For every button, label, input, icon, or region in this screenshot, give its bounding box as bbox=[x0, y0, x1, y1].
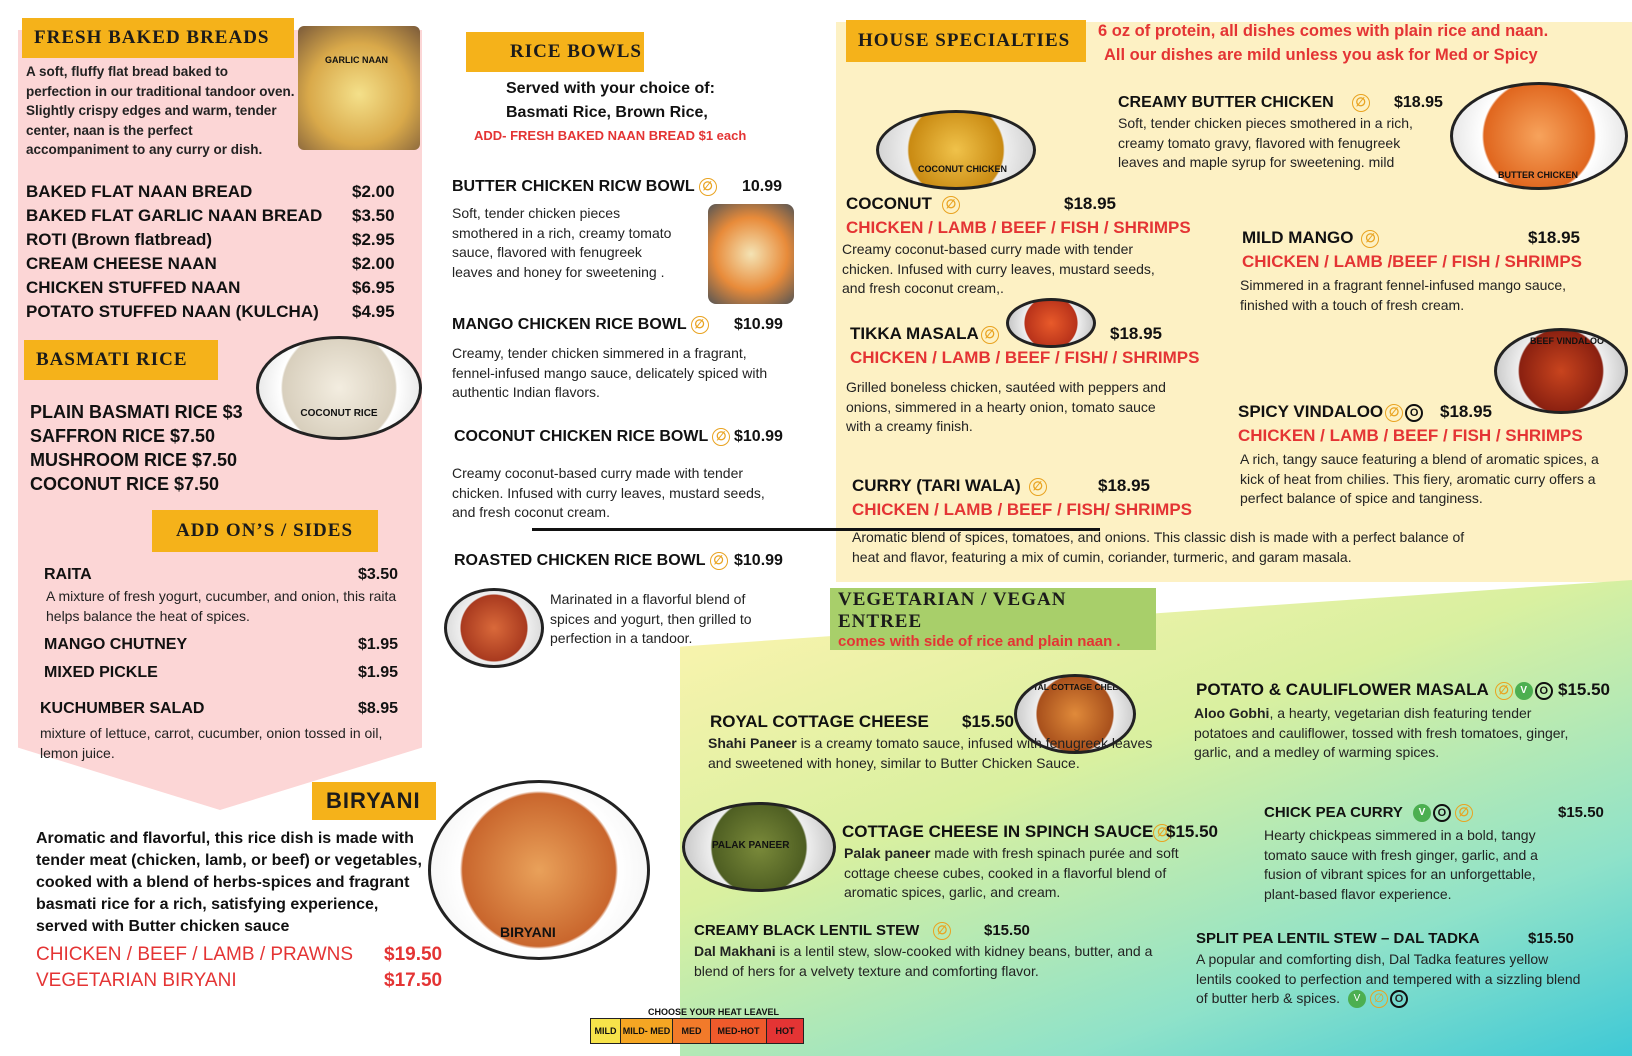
vegetarian-heading: VEGETARIAN / VEGAN ENTREE bbox=[838, 588, 1067, 632]
bread-item-name: BAKED FLAT NAAN BREAD bbox=[26, 182, 253, 201]
pickle-name: MIXED PICKLE bbox=[44, 664, 158, 681]
bread-item-name: CREAM CHEESE NAAN bbox=[26, 254, 217, 273]
bread-item-name: BAKED FLAT GARLIC NAAN BREAD bbox=[26, 206, 323, 225]
potato-cauliflower-bold: Aloo Gobhi bbox=[1194, 705, 1270, 721]
heat-level-med-hot[interactable]: MED-HOT bbox=[711, 1019, 767, 1043]
butter-chicken-label: CREAMY BUTTER CHICKEN bbox=[1118, 94, 1334, 112]
basmati-item: SAFFRON RICE $7.50 bbox=[30, 426, 216, 446]
coconut-chicken-photo-label: COCONUT CHICKEN bbox=[918, 164, 1007, 174]
royal-cottage-cheese-photo-label: ROYAL COTTAGE CHEESE bbox=[1020, 682, 1130, 692]
royal-cottage-cheese-bold: Shahi Paneer bbox=[708, 735, 797, 751]
gluten-free-icon: ∅ bbox=[1029, 478, 1047, 496]
black-lentil-stew-label: CREAMY BLACK LENTIL STEW bbox=[694, 922, 920, 939]
bread-item-price: $3.50 bbox=[352, 206, 395, 225]
coconut-curry-price: $18.95 bbox=[1064, 194, 1116, 213]
royal-cottage-cheese-description bbox=[708, 734, 1158, 773]
raita-price: $3.50 bbox=[358, 566, 399, 583]
gluten-free-icon: ∅ bbox=[710, 552, 728, 570]
biryani-heading: BIRYANI bbox=[312, 782, 436, 820]
roasted-chicken-bowl-price: $10.99 bbox=[734, 552, 783, 569]
specialties-note-mild: All our dishes are mild unless you ask for Med or Spicy bbox=[1104, 46, 1538, 64]
chutney-name: MANGO CHUTNEY bbox=[44, 636, 188, 653]
vegan-icon: V bbox=[1348, 990, 1366, 1008]
gluten-free-icon: ∅ bbox=[699, 178, 717, 196]
salad-name: KUCHUMBER SALAD bbox=[40, 700, 205, 717]
mild-mango-label: MILD MANGO bbox=[1242, 228, 1354, 247]
roasted-chicken-bowl-name bbox=[454, 552, 728, 570]
gluten-free-icon: ∅ bbox=[1455, 804, 1473, 822]
basmati-item: COCONUT RICE $7.50 bbox=[30, 474, 220, 494]
gluten-free-icon: ∅ bbox=[1352, 94, 1370, 112]
salad-description: mixture of lettuce, carrot, cucumber, onion tossed in oil, lemon juice. bbox=[40, 725, 383, 761]
mango-chicken-bowl-price: $10.99 bbox=[734, 316, 783, 333]
raita-description: A mixture of fresh yogurt, cucumber, and onion, this raita helps balance the heat of spices. bbox=[46, 588, 397, 624]
basmati-item: MUSHROOM RICE $7.50 bbox=[30, 450, 238, 470]
palak-paneer-label: COTTAGE CHEESE IN SPINCH SAUCE bbox=[842, 822, 1154, 841]
gluten-free-icon: ∅ bbox=[981, 326, 999, 344]
gluten-free-icon: ∅ bbox=[1361, 230, 1379, 248]
biryani-veg-price: $17.50 bbox=[384, 970, 443, 991]
curry-tari-wala-options: CHICKEN / LAMB / BEEF / FISH/ SHRIMPS bbox=[852, 500, 1193, 519]
palak-paneer-price: $15.50 bbox=[1166, 822, 1218, 841]
tikka-masala-name bbox=[850, 324, 999, 344]
potato-cauliflower-name bbox=[1196, 680, 1553, 700]
biryani-meat-options: CHICKEN / BEEF / LAMB / PRAWNS bbox=[36, 944, 354, 965]
mango-chicken-bowl-description: Creamy, tender chicken simmered in a fragrant, fennel-infused mango sauce, delicately spiced with authentic Indian flavors. bbox=[452, 345, 768, 400]
butter-chicken-bowl-label: BUTTER CHICKEN RICW BOWL bbox=[452, 178, 695, 196]
bread-item-name: ROTI (Brown flatbread) bbox=[26, 230, 213, 249]
black-lentil-stew-desc-text: is a lentil stew, slow-cooked with kidney beans, butter, and a blend of hers for a velvety texture and comforting flavor. bbox=[694, 943, 1153, 979]
gluten-free-icon: ∅ bbox=[1370, 990, 1388, 1008]
dal-tadka-description bbox=[1196, 950, 1586, 1009]
rice-bowls-subtitle: Served with your choice of: bbox=[506, 80, 715, 97]
chutney-price: $1.95 bbox=[358, 636, 399, 653]
breads-description: A soft, fluffy flat bread baked to perfection in our traditional tandoor oven. Slightly crispy edges and warm, tender center, naan is the perfect accompaniment to any curry or dish. bbox=[26, 64, 295, 157]
coconut-chicken-photo bbox=[876, 110, 1036, 190]
tikka-masala-description: Grilled boneless chicken, sautéed with peppers and onions, simmered in a hearty onion, tomato sauce with a creamy finish. bbox=[846, 379, 1166, 434]
roasted-chicken-bowl-photo bbox=[444, 588, 544, 668]
palak-paneer-description bbox=[844, 844, 1194, 903]
royal-cottage-cheese-price: $15.50 bbox=[962, 712, 1014, 731]
mild-mango-description: Simmered in a fragrant fennel-infused mango sauce, finished with a touch of fresh cream. bbox=[1240, 277, 1567, 313]
butter-chicken-bowl-description: Soft, tender chicken pieces smothered in a rich, creamy tomato sauce, flavored with fenugreek leaves and honey for sweetening . bbox=[452, 205, 672, 280]
spicy-vindaloo-name bbox=[1238, 402, 1423, 422]
butter-chicken-photo bbox=[1450, 82, 1628, 190]
spicy-vindaloo-options: CHICKEN / LAMB / BEEF / FISH / SHRIMPS bbox=[1238, 426, 1583, 445]
hot-level-icon: O bbox=[1405, 404, 1423, 422]
heat-level-mild-med[interactable]: MILD- MED bbox=[621, 1019, 673, 1043]
dal-tadka-desc-text: A popular and comforting dish, Dal Tadka features yellow lentils cooked to perfection and tempered with a sizzling blend of butter herb & spices. bbox=[1196, 951, 1581, 1006]
palak-paneer-photo-label: PALAK PANEER bbox=[712, 840, 790, 851]
coconut-curry-description: Creamy coconut-based curry made with tender chicken. Infused with curry leaves, mustard seeds, and fresh coconut cream,. bbox=[842, 241, 1155, 296]
royal-cottage-cheese-desc-text: is a creamy tomato sauce, infused with fenugreek leaves and sweetened with honey, similar to Butter Chicken Sauce. bbox=[708, 735, 1153, 771]
palak-paneer-desc-text: made with fresh spinach purée and soft cottage cheese cubes, cooked in a flavorful blend of aromatic spices, garlic, and cream. bbox=[844, 845, 1179, 900]
biryani-meat-price: $19.50 bbox=[384, 944, 443, 965]
pickle-price: $1.95 bbox=[358, 664, 399, 681]
tikka-masala-photo bbox=[1006, 298, 1096, 348]
rice-bowls-naan-addon: ADD- FRESH BAKED NAAN BREAD $1 each bbox=[474, 128, 747, 143]
vegetarian-subtitle: comes with side of rice and plain naan . bbox=[838, 632, 1121, 650]
biryani-veg-name: VEGETARIAN BIRYANI bbox=[36, 970, 237, 991]
vegan-icon: V bbox=[1515, 682, 1533, 700]
roasted-chicken-bowl-description: Marinated in a flavorful blend of spices and yogurt, then grilled to perfection in a tandoor. bbox=[550, 591, 752, 646]
palak-paneer-photo bbox=[682, 802, 836, 892]
butter-chicken-price: $18.95 bbox=[1394, 94, 1443, 111]
mild-mango-options: CHICKEN / LAMB /BEEF / FISH / SHRIMPS bbox=[1242, 252, 1583, 271]
raita-name: RAITA bbox=[44, 566, 92, 583]
chick-pea-curry-name bbox=[1264, 804, 1473, 822]
coconut-chicken-bowl-name bbox=[454, 428, 730, 446]
butter-chicken-bowl-name bbox=[452, 178, 717, 196]
heat-level-med[interactable]: MED bbox=[673, 1019, 711, 1043]
bread-item-price: $4.95 bbox=[352, 302, 395, 321]
mango-chicken-bowl-label: MANGO CHICKEN RICE BOWL bbox=[452, 316, 687, 334]
garlic-naan-photo bbox=[298, 26, 420, 150]
bread-item-price: $2.95 bbox=[352, 230, 395, 249]
hot-level-icon: O bbox=[1433, 804, 1451, 822]
rice-bowls-heading: RICE BOWLS bbox=[466, 32, 644, 72]
gluten-free-icon: ∅ bbox=[1153, 824, 1171, 842]
coconut-rice-photo bbox=[256, 336, 422, 440]
basmati-item: PLAIN BASMATI RICE $3 bbox=[30, 402, 243, 422]
spicy-vindaloo-label: SPICY VINDALOO bbox=[1238, 402, 1384, 421]
hot-level-icon: O bbox=[1390, 990, 1408, 1008]
palak-paneer-bold: Palak paneer bbox=[844, 845, 931, 861]
gluten-free-icon: ∅ bbox=[933, 922, 951, 940]
dal-tadka-price: $15.50 bbox=[1528, 930, 1574, 947]
bread-item-name: CHICKEN STUFFED NAAN bbox=[26, 278, 241, 297]
heat-legend bbox=[590, 1018, 804, 1044]
potato-cauliflower-label: POTATO & CAULIFLOWER MASALA bbox=[1196, 680, 1489, 699]
gluten-free-icon: ∅ bbox=[1385, 404, 1403, 422]
coconut-rice-photo-label: COCONUT RICE bbox=[300, 407, 378, 419]
palak-paneer-name bbox=[842, 822, 1171, 842]
gluten-free-icon: ∅ bbox=[712, 428, 730, 446]
tikka-masala-price: $18.95 bbox=[1110, 324, 1162, 343]
butter-chicken-name bbox=[1118, 94, 1370, 112]
mango-chicken-bowl-name bbox=[452, 316, 709, 334]
specialties-note-protein: 6 oz of protein, all dishes comes with plain rice and naan. bbox=[1098, 22, 1549, 40]
biryani-description: Aromatic and flavorful, this rice dish is made with tender meat (chicken, lamb, or beef) or vegetables, cooked with a blend of herbs-spices and fragrant basmati rice for a rich, satisfying experience, served with Butter chicken sauce bbox=[36, 830, 422, 935]
coconut-curry-options: CHICKEN / LAMB / BEEF / FISH / SHRIMPS bbox=[846, 218, 1191, 237]
tikka-masala-options: CHICKEN / LAMB / BEEF / FISH/ / SHRIMPS bbox=[850, 348, 1200, 367]
curry-tari-wala-description: Aromatic blend of spices, tomatoes, and onions. This classic dish is made with a perfect balance of heat and flavor, featuring a mix of cumin, coriander, turmeric, and garam masala. bbox=[852, 529, 1465, 565]
biryani-photo bbox=[428, 780, 650, 960]
spicy-vindaloo-price: $18.95 bbox=[1440, 402, 1492, 421]
curry-tari-wala-label: CURRY (TARI WALA) bbox=[852, 476, 1021, 495]
coconut-curry-name bbox=[846, 194, 960, 214]
specialties-heading: HOUSE SPECIALTIES bbox=[846, 20, 1086, 62]
curry-tari-wala-price: $18.95 bbox=[1098, 476, 1150, 495]
coconut-curry-label: COCONUT bbox=[846, 194, 932, 213]
spicy-vindaloo-description: A rich, tangy sauce featuring a blend of aromatic spices, a kick of heat from chilies. This fiery, aromatic curry offers a perfect balance of spice and tanginess. bbox=[1240, 451, 1599, 506]
bread-item-name: POTATO STUFFED NAAN (KULCHA) bbox=[26, 302, 319, 321]
black-lentil-stew-price: $15.50 bbox=[984, 922, 1030, 939]
beef-vindaloo-photo bbox=[1494, 328, 1628, 414]
curry-tari-wala-name bbox=[852, 476, 1047, 496]
butter-chicken-photo-label: BUTTER CHICKEN bbox=[1498, 170, 1578, 180]
breads-heading: FRESH BAKED BREADS bbox=[22, 18, 294, 58]
coconut-chicken-bowl-description: Creamy coconut-based curry made with tender chicken. Infused with curry leaves, mustard seeds, and fresh coconut cream. bbox=[452, 465, 765, 520]
butter-chicken-description: Soft, tender chicken pieces smothered in a rich, creamy tomato gravy, flavored with fenugreek leaves and maple syrup for sweetening. mild bbox=[1118, 115, 1413, 170]
potato-cauliflower-description bbox=[1194, 704, 1584, 763]
gluten-free-icon: ∅ bbox=[1495, 682, 1513, 700]
beef-vindaloo-photo-label: BEEF VINDALOO bbox=[1530, 336, 1605, 346]
addons-heading: ADD ON’S / SIDES bbox=[152, 510, 378, 552]
chick-pea-curry-price: $15.50 bbox=[1558, 804, 1604, 821]
royal-cottage-cheese-name: ROYAL COTTAGE CHEESE bbox=[710, 712, 929, 731]
coconut-chicken-bowl-price: $10.99 bbox=[734, 428, 783, 445]
garlic-naan-photo-label: GARLIC NAAN bbox=[325, 55, 388, 65]
gluten-free-icon: ∅ bbox=[942, 196, 960, 214]
dal-tadka-name: SPLIT PEA LENTIL STEW – DAL TADKA bbox=[1196, 930, 1480, 947]
black-lentil-stew-name bbox=[694, 922, 951, 940]
rice-bowls-rice-choices: Basmati Rice, Brown Rice, bbox=[506, 104, 708, 121]
chick-pea-curry-label: CHICK PEA CURRY bbox=[1264, 804, 1403, 821]
tikka-masala-label: TIKKA MASALA bbox=[850, 324, 979, 343]
bread-item-price: $2.00 bbox=[352, 182, 395, 201]
potato-cauliflower-price: $15.50 bbox=[1558, 680, 1610, 699]
chick-pea-curry-description: Hearty chickpeas simmered in a bold, tangy tomato sauce with fresh ginger, garlic, and a fusion of vibrant spices for an unforgettable, plant-based flavor experience. bbox=[1264, 827, 1538, 902]
mild-mango-price: $18.95 bbox=[1528, 228, 1580, 247]
biryani-photo-label: BIRYANI bbox=[500, 924, 556, 940]
basmati-heading: BASMATI RICE bbox=[24, 340, 218, 380]
bread-item-price: $6.95 bbox=[352, 278, 395, 297]
coconut-chicken-bowl-label: COCONUT CHICKEN RICE BOWL bbox=[454, 428, 709, 446]
vegetarian-heading-box bbox=[830, 588, 1156, 650]
gluten-free-icon: ∅ bbox=[691, 316, 709, 334]
bread-item-price: $2.00 bbox=[352, 254, 395, 273]
mild-mango-name bbox=[1242, 228, 1379, 248]
potato-cauliflower-desc-text: , a hearty, vegetarian dish featuring tender potatoes and cauliflower, tossed with fresh tomatoes, ginger, garlic, and a medley of warming spices. bbox=[1194, 705, 1569, 760]
black-lentil-stew-description bbox=[694, 942, 1154, 981]
butter-chicken-bowl-photo bbox=[708, 204, 794, 304]
roasted-chicken-bowl-label: ROASTED CHICKEN RICE BOWL bbox=[454, 552, 706, 570]
butter-chicken-bowl-price: 10.99 bbox=[742, 178, 783, 195]
vegan-icon: V bbox=[1413, 804, 1431, 822]
hot-level-icon: O bbox=[1535, 682, 1553, 700]
heat-level-mild[interactable]: MILD bbox=[591, 1019, 621, 1043]
black-lentil-stew-bold: Dal Makhani bbox=[694, 943, 776, 959]
heat-level-hot[interactable]: HOT bbox=[767, 1019, 803, 1043]
heat-legend-title: CHOOSE YOUR HEAT LEAVEL bbox=[648, 1007, 780, 1017]
salad-price: $8.95 bbox=[358, 700, 399, 717]
